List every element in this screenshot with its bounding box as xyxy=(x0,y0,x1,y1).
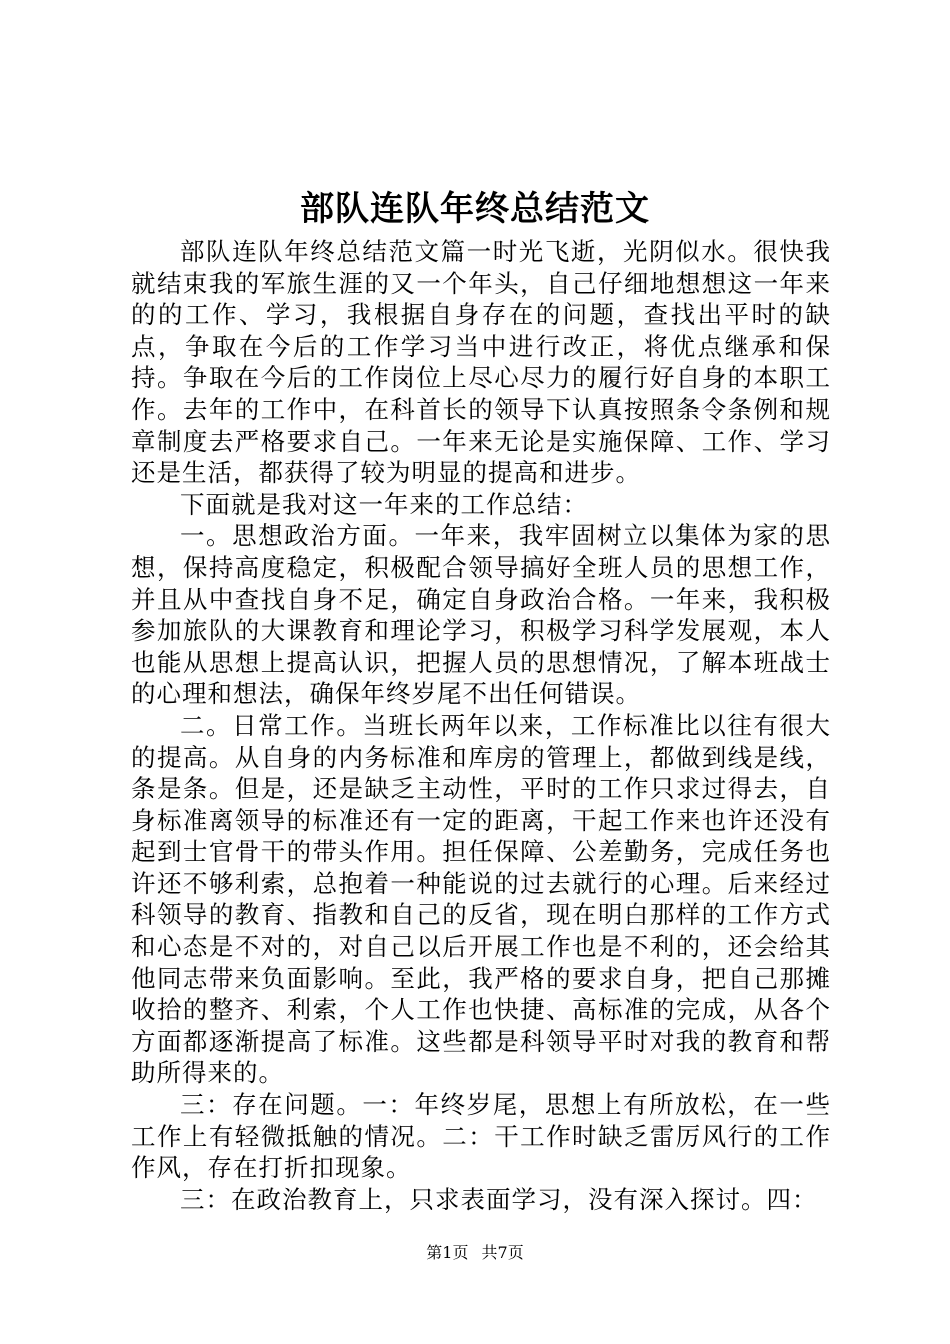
paragraph-education: 三：在政治教育上，只求表面学习，没有深入探讨。四： xyxy=(180,1184,818,1214)
document-title: 部队连队年终总结范文 xyxy=(300,189,650,229)
paragraph-problems: 三：存在问题。一：年终岁尾，思想上有所放松，在一些工作上有轻微抵触的情况。二：干工作时缺乏雷厉风行的工作作风，存在打折扣现象。 xyxy=(131,1090,831,1183)
paragraph-political: 一。思想政治方面。一年来，我牢固树立以集体为家的思想，保持高度稳定，积极配合领导搞好全班人员的思想工作，并且从中查找自身不足，确定自身政治合格。一年来，我积极参加旅队的大课教育和理论学习，积极学习科学发展观，本人也能从思想上提高认识，把握人员的思想情况，了解本班战士的心理和想法，确保年终岁尾不出任何错误。 xyxy=(131,521,831,709)
paragraph-intro: 部队连队年终总结范文篇一时光飞逝，光阴似水。很快我就结束我的军旅生涯的又一个年头，自己仔细地想想这一年来的的工作、学习，我根据自身存在的问题，查找出平时的缺点，争取在今后的工作学习当中进行改正，将优点继承和保持。争取在今后的工作岗位上尽心尽力的履行好自身的本职工作。去年的工作中，在科首长的领导下认真按照条令条例和规章制度去严格要求自己。一年来无论是实施保障、工作、学习还是生活，都获得了较为明显的提高和进步。 xyxy=(131,237,831,488)
paragraph-lead-in: 下面就是我对这一年来的工作总结： xyxy=(180,489,588,519)
page-number: 第1页 xyxy=(426,1243,469,1262)
page-total: 共7页 xyxy=(481,1243,524,1262)
page-footer xyxy=(0,1242,950,1264)
document-body xyxy=(131,236,831,1215)
paragraph-daily-work: 二。日常工作。当班长两年以来，工作标准比以往有很大的提高。从自身的内务标准和库房的管理上，都做到线是线，条是条。但是，还是缺乏主动性，平时的工作只求过得去，自身标准离领导的标准还有一定的距离，干起工作来也许还没有起到士官骨干的带头作用。担任保障、公差勤务，完成任务也许还不够利索，总抱着一种能说的过去就行的心理。后来经过科领导的教育、指教和自己的反省，现在明白那样的工作方式和心态是不对的，对自己以后开展工作也是不利的，还会给其他同志带来负面影响。至此，我严格的要求自身，把自己那摊收拾的整齐、利索，个人工作也快捷、高标准的完成，从各个方面都逐渐提高了标准。这些都是科领导平时对我的教育和帮助所得来的。 xyxy=(131,710,831,1088)
